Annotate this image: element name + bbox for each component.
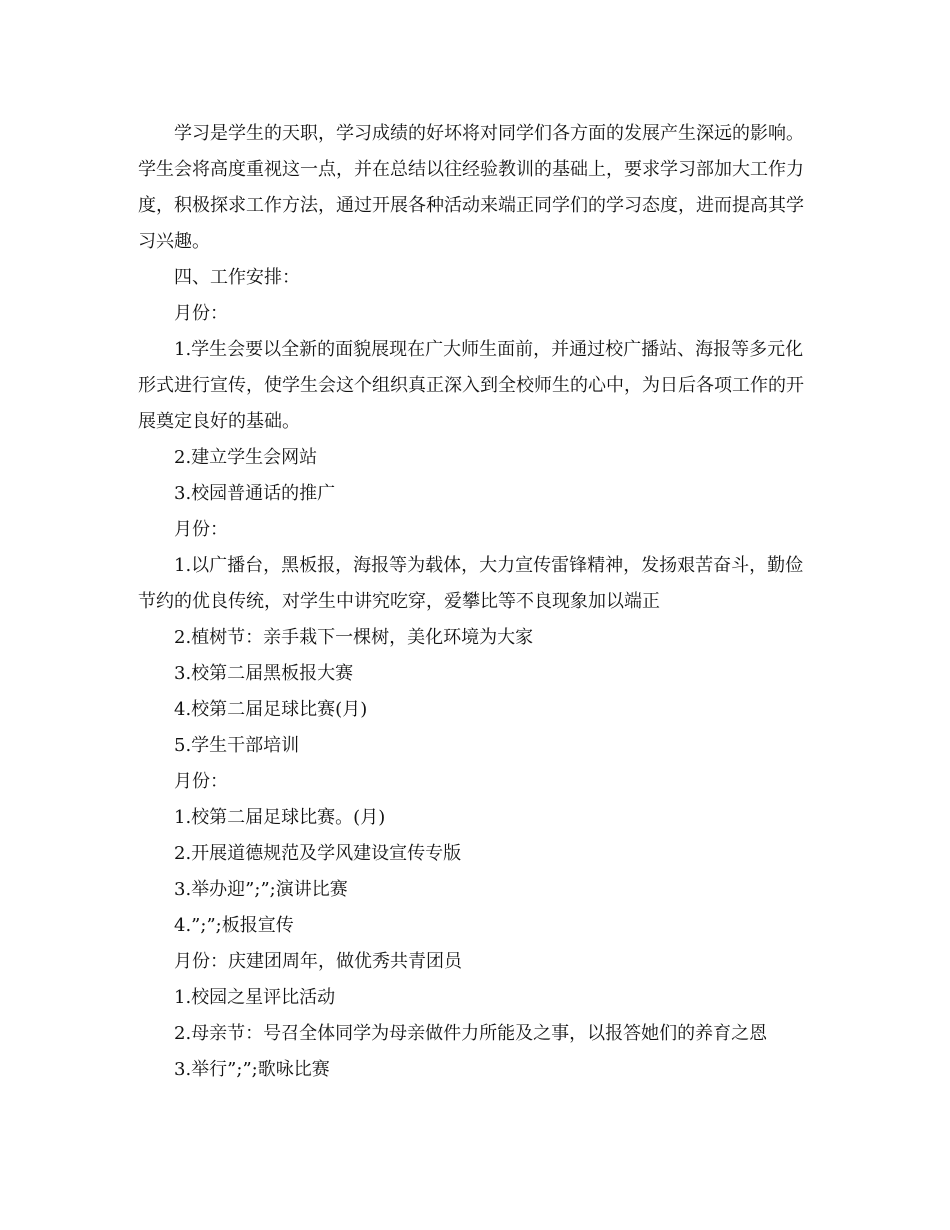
intro-paragraph: 学习是学生的天职，学习成绩的好坏将对同学们各方面的发展产生深远的影响。学生会将高度重视这一点，并在总结以往经验教训的基础上，要求学习部加大工作力度，积极探求工作方法，通过开展各种活动来端正同学们的学习态度，进而提高其学习兴趣。	[138, 123, 804, 252]
list-item: 1.以广播台，黑板报，海报等为载体，大力宣传雷锋精神，发扬艰苦奋斗，勤俭节约的优良传统，对学生中讲究吃穿，爱攀比等不良现象加以端正	[138, 555, 804, 612]
document-body	[138, 116, 818, 1088]
list-item: 3.校园普通话的推广	[174, 483, 336, 504]
list-item: 1.学生会要以全新的面貌展现在广大师生面前，并通过校广播站、海报等多元化形式进行宣传，使学生会这个组织真正深入到全校师生的心中，为日后各项工作的开展奠定良好的基础。	[138, 339, 804, 432]
list-item: 2.建立学生会网站	[174, 447, 318, 468]
list-item: 3.举行”;”;歌咏比赛	[174, 1059, 330, 1080]
list-item: 1.校园之星评比活动	[174, 987, 336, 1008]
list-item: 2.开展道德规范及学风建设宣传专版	[174, 843, 462, 864]
section-heading: 四、工作安排：	[174, 267, 300, 288]
list-item: 4.校第二届足球比赛(月)	[174, 699, 368, 720]
month-label: 月份：	[174, 303, 228, 324]
list-item: 3.举办迎”;”;演讲比赛	[174, 879, 348, 900]
month-label: 月份：	[174, 771, 228, 792]
month-label: 月份：	[174, 519, 228, 540]
month-label: 月份：庆建团周年，做优秀共青团员	[174, 951, 462, 972]
list-item: 3.校第二届黑板报大赛	[174, 663, 354, 684]
list-item: 1.校第二届足球比赛。(月)	[174, 807, 386, 828]
list-item: 2.母亲节：号召全体同学为母亲做件力所能及之事，以报答她们的养育之恩	[174, 1023, 768, 1044]
list-item: 4.”;”;板报宣传	[174, 915, 294, 936]
list-item: 2.植树节：亲手栽下一棵树，美化环境为大家	[174, 627, 534, 648]
list-item: 5.学生干部培训	[174, 735, 300, 756]
